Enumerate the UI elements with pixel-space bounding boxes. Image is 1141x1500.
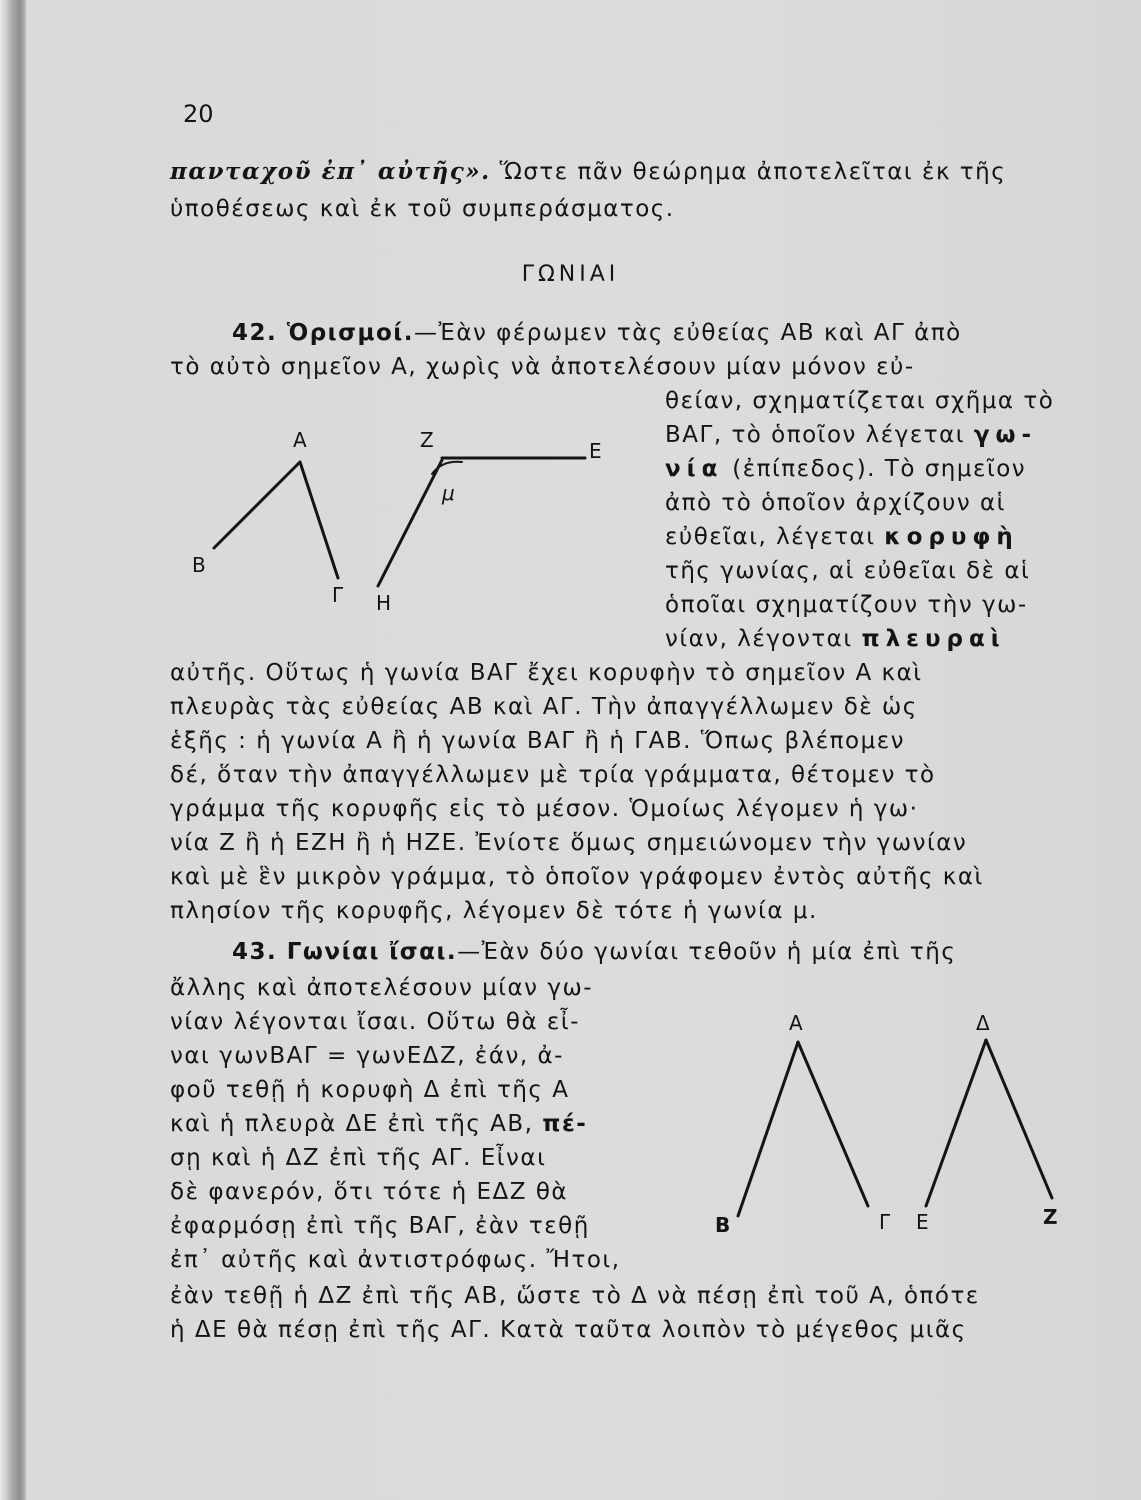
- segment-ab: [738, 1042, 798, 1216]
- text-line: ἡ ΔΕ θὰ πέσῃ ἐπὶ τῆς ΑΓ. Κατὰ ταῦτα λοιπὸν τὸ μέγεθος μιᾶς: [170, 1317, 967, 1343]
- text-line: καὶ ἡ πλευρὰ ΔΕ ἐπὶ τῆς ΑΒ, πέ-: [170, 1111, 588, 1137]
- section-43-line: 43. Γωνίαι ἴσαι.—Ἐὰν δύο γωνίαι τεθοῦν ἡ μία ἐπὶ τῆς: [232, 939, 957, 965]
- text-line: τὸ αὐτὸ σημεῖον Α, χωρὶς νὰ ἀποτελέσουν μίαν μόνον εὐ-: [170, 354, 915, 380]
- figure-equal-angles: [700, 1000, 1080, 1240]
- label-b: Β: [192, 553, 206, 577]
- text-line: γράμμα τῆς κορυφῆς εἰς τὸ μέσον. Ὁμοίως λέγομεν ἡ γω·: [170, 796, 919, 822]
- text-line: νίαν, λέγονται πλευραὶ: [665, 626, 1006, 652]
- segment-ag: [300, 462, 338, 578]
- label-a: Α: [789, 1011, 803, 1035]
- text-line: νίαν λέγονται ἴσαι. Οὕτω θὰ εἶ-: [170, 1009, 580, 1035]
- text-line: φοῦ τεθῇ ἡ κορυφὴ Δ ἐπὶ τῆς Α: [170, 1077, 570, 1103]
- page-number: 20: [183, 100, 214, 128]
- text-line: ἀπὸ τὸ ὁποῖον ἀρχίζουν αἱ: [665, 490, 1006, 516]
- segment-dz: [986, 1040, 1052, 1198]
- text-line: ναι γωνΒΑΓ = γωνΕΔΖ, ἐάν, ἀ-: [170, 1043, 564, 1069]
- label-z: Ζ: [420, 428, 434, 452]
- text-line: ἐφαρμόσῃ ἐπὶ τῆς ΒΑΓ, ἐὰν τεθῇ: [170, 1213, 590, 1239]
- text-line: θείαν, σχηματίζεται σχῆμα τὸ: [665, 388, 1055, 414]
- segment-ag: [798, 1042, 868, 1206]
- text-line: δέ, ὅταν τὴν ἀπαγγέλλωμεν μὲ τρία γράμματα, θέτομεν τὸ: [170, 762, 936, 788]
- segment-ab: [214, 462, 300, 548]
- text-line: ἐπ᾿ αὐτῆς καὶ ἀντιστρόφως. Ἤτοι,: [170, 1247, 621, 1273]
- label-mu: μ: [442, 481, 455, 505]
- label-g: Γ: [879, 1210, 891, 1234]
- text-line: πλευρὰς τὰς εὐθείας ΑΒ καὶ ΑΓ. Τὴν ἀπαγγέλλωμεν δὲ ὡς: [170, 694, 918, 720]
- page-binding-edge: [0, 0, 26, 1500]
- text-line: δὲ φανερόν, ὅτι τότε ἡ ΕΔΖ θὰ: [170, 1179, 569, 1205]
- text-line: εὐθεῖαι, λέγεται κορυφὴ: [665, 524, 1019, 550]
- text-line: ὑποθέσεως καὶ ἐκ τοῦ συμπεράσματος.: [170, 196, 675, 222]
- label-d: Δ: [976, 1011, 990, 1035]
- label-e: Ε: [589, 439, 602, 463]
- text-line: νία (ἐπίπεδος). Τὸ σημεῖον: [665, 456, 1027, 482]
- segment-zh: [378, 460, 442, 586]
- text-line: ἑξῆς : ἡ γωνία Α ἢ ἡ γωνία ΒΑΓ ἢ ἡ ΓΑΒ. Ὅπως βλέπομεν: [170, 728, 906, 754]
- text-line: καὶ μὲ ἓν μικρὸν γράμμα, τὸ ὁποῖον γράφομεν ἐντὸς αὐτῆς καὶ: [170, 864, 984, 890]
- section-42-title: 42. Ὁρισμοί.: [232, 320, 414, 346]
- section-43-title: 43. Γωνίαι ἴσαι.: [232, 939, 458, 965]
- text-line: ΒΑΓ, τὸ ὁποῖον λέγεται γω-: [665, 422, 1038, 448]
- label-h: Η: [376, 591, 392, 615]
- segment-de: [926, 1040, 986, 1206]
- label-e: Ε: [916, 1210, 929, 1234]
- label-g: Γ: [332, 583, 344, 607]
- label-z: Ζ: [1043, 1205, 1058, 1229]
- label-a: Α: [293, 428, 307, 452]
- section-heading: ΓΩΝΙΑΙ: [521, 262, 620, 287]
- label-b: Β: [715, 1213, 731, 1237]
- text-line: πλησίον τῆς κορυφῆς, λέγομεν δὲ τότε ἡ γωνία μ.: [170, 898, 818, 924]
- text-line: αὐτῆς. Οὕτως ἡ γωνία ΒΑΓ ἔχει κορυφὴν τὸ σημεῖον Α καὶ: [170, 660, 923, 686]
- figure-angles: [180, 420, 620, 620]
- text-line: ὁποῖαι σχηματίζουν τὴν γω-: [665, 592, 1028, 618]
- text-line: πανταχοῦ ἐπ᾿ αὐτῆς». Ὥστε πᾶν θεώρημα ἀποτελεῖται ἐκ τῆς: [170, 158, 1007, 185]
- text-line: ἄλλης καὶ ἀποτελέσουν μίαν γω-: [170, 975, 594, 1001]
- text-line: τῆς γωνίας, αἱ εὐθεῖαι δὲ αἱ: [665, 558, 1031, 584]
- text-line: ἐὰν τεθῇ ἡ ΔΖ ἐπὶ τῆς ΑΒ, ὥστε τὸ Δ νὰ πέσῃ ἐπὶ τοῦ Α, ὁπότε: [170, 1283, 980, 1309]
- text-line: σῃ καὶ ἡ ΔΖ ἐπὶ τῆς ΑΓ. Εἶναι: [170, 1145, 547, 1171]
- text-line: νία Ζ ἢ ἡ ΕΖΗ ἢ ἡ ΗΖΕ. Ἐνίοτε ὅμως σημειώνομεν τὴν γωνίαν: [170, 830, 968, 856]
- section-42-line: 42. Ὁρισμοί.—Ἐὰν φέρωμεν τὰς εὐθείας ΑΒ καὶ ΑΓ ἀπὸ: [232, 320, 962, 346]
